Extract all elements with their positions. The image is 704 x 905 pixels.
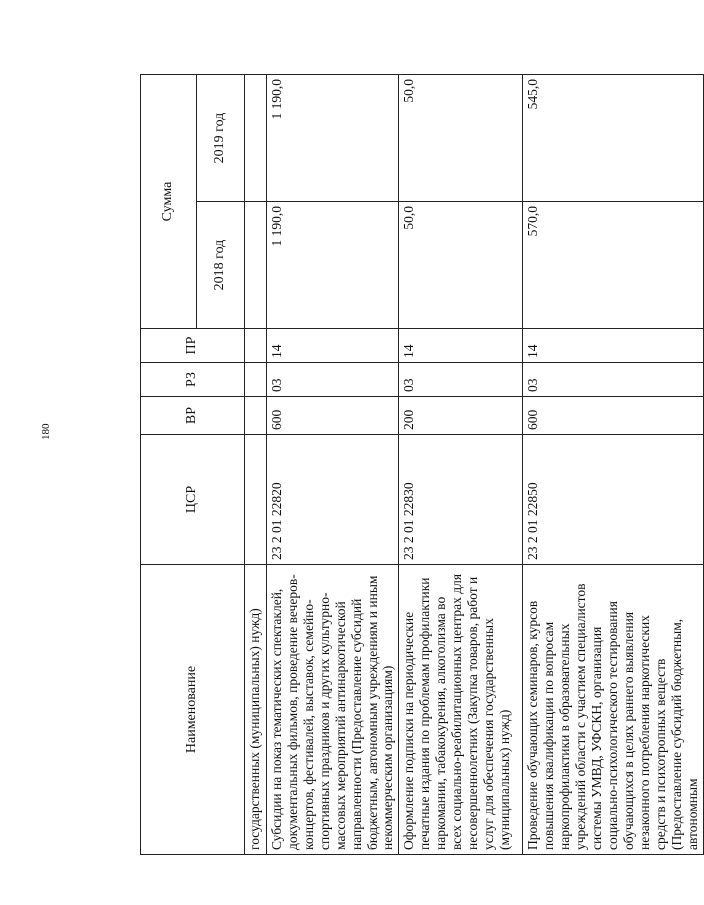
rotated-table-container <box>140 75 700 855</box>
header-csr: ЦСР <box>141 435 245 565</box>
row-pr: 14 <box>399 329 523 363</box>
table-row <box>523 75 703 855</box>
row-sum-2019: 1 190,0 <box>267 75 399 202</box>
budget-table <box>140 74 704 855</box>
table-row <box>267 75 399 855</box>
header-year-2019: 2019 год <box>197 75 245 202</box>
header-name: Наименование <box>141 565 245 855</box>
continuation-row <box>245 75 267 855</box>
row-csr: 23 2 01 22820 <box>267 435 399 565</box>
row-sum-2018: 50,0 <box>399 202 523 329</box>
header-row-1 <box>141 75 197 855</box>
header-vr: ВР <box>141 397 245 435</box>
row-vr: 600 <box>267 397 399 435</box>
table-row <box>399 75 523 855</box>
row-name: Оформление подписки на периодические печатные издания по проблемам профилактики наркомании, табакокурения, алкоголизма во всех социально-реабилитационных центрах для несовершеннолетних (Закупка товаров, работ и услуг для обеспечения государственных (муниципальных) нужд) <box>399 565 523 855</box>
row-csr: 23 2 01 22850 <box>523 435 703 565</box>
row-csr: 23 2 01 22830 <box>399 435 523 565</box>
continuation-text: государственных (муниципальных) нужд) <box>245 565 267 855</box>
page-number: 180 <box>40 423 52 440</box>
row-pr: 14 <box>523 329 703 363</box>
row-sum-2019: 50,0 <box>399 75 523 202</box>
header-year-2018: 2018 год <box>197 202 245 329</box>
row-rz: 03 <box>399 363 523 397</box>
row-vr: 200 <box>399 397 523 435</box>
row-name: Субсидии на показ тематических спектаклей, документальных фильмов, проведение вечеров-концертов, фестивалей, выставок, семейно-спортивных праздников и других культурно-массовых мероприятий антинаркотической направленности (Предоставление субсидий бюджетным, автономным учреждениям и иным некоммерческим организациям) <box>267 565 399 855</box>
header-rz: РЗ <box>141 363 245 397</box>
row-sum-2018: 570,0 <box>523 202 703 329</box>
row-rz: 03 <box>267 363 399 397</box>
row-pr: 14 <box>267 329 399 363</box>
row-sum-2019: 545,0 <box>523 75 703 202</box>
header-sum: Сумма <box>141 75 197 329</box>
header-pr: ПР <box>141 329 245 363</box>
row-vr: 600 <box>523 397 703 435</box>
row-name: Проведение обучающих семинаров, курсов повышения квалификации по вопросам наркопрофилактики в образовательных учреждений области с участием специалистов системы УМВД, УФСКН, организация социально-психологического тестирования обучающихся в целях раннего выявления незаконного потребления наркотических средств и психотропных веществ (Предоставление субсидий бюджетным, автономным <box>523 565 703 855</box>
row-sum-2018: 1 190,0 <box>267 202 399 329</box>
row-rz: 03 <box>523 363 703 397</box>
